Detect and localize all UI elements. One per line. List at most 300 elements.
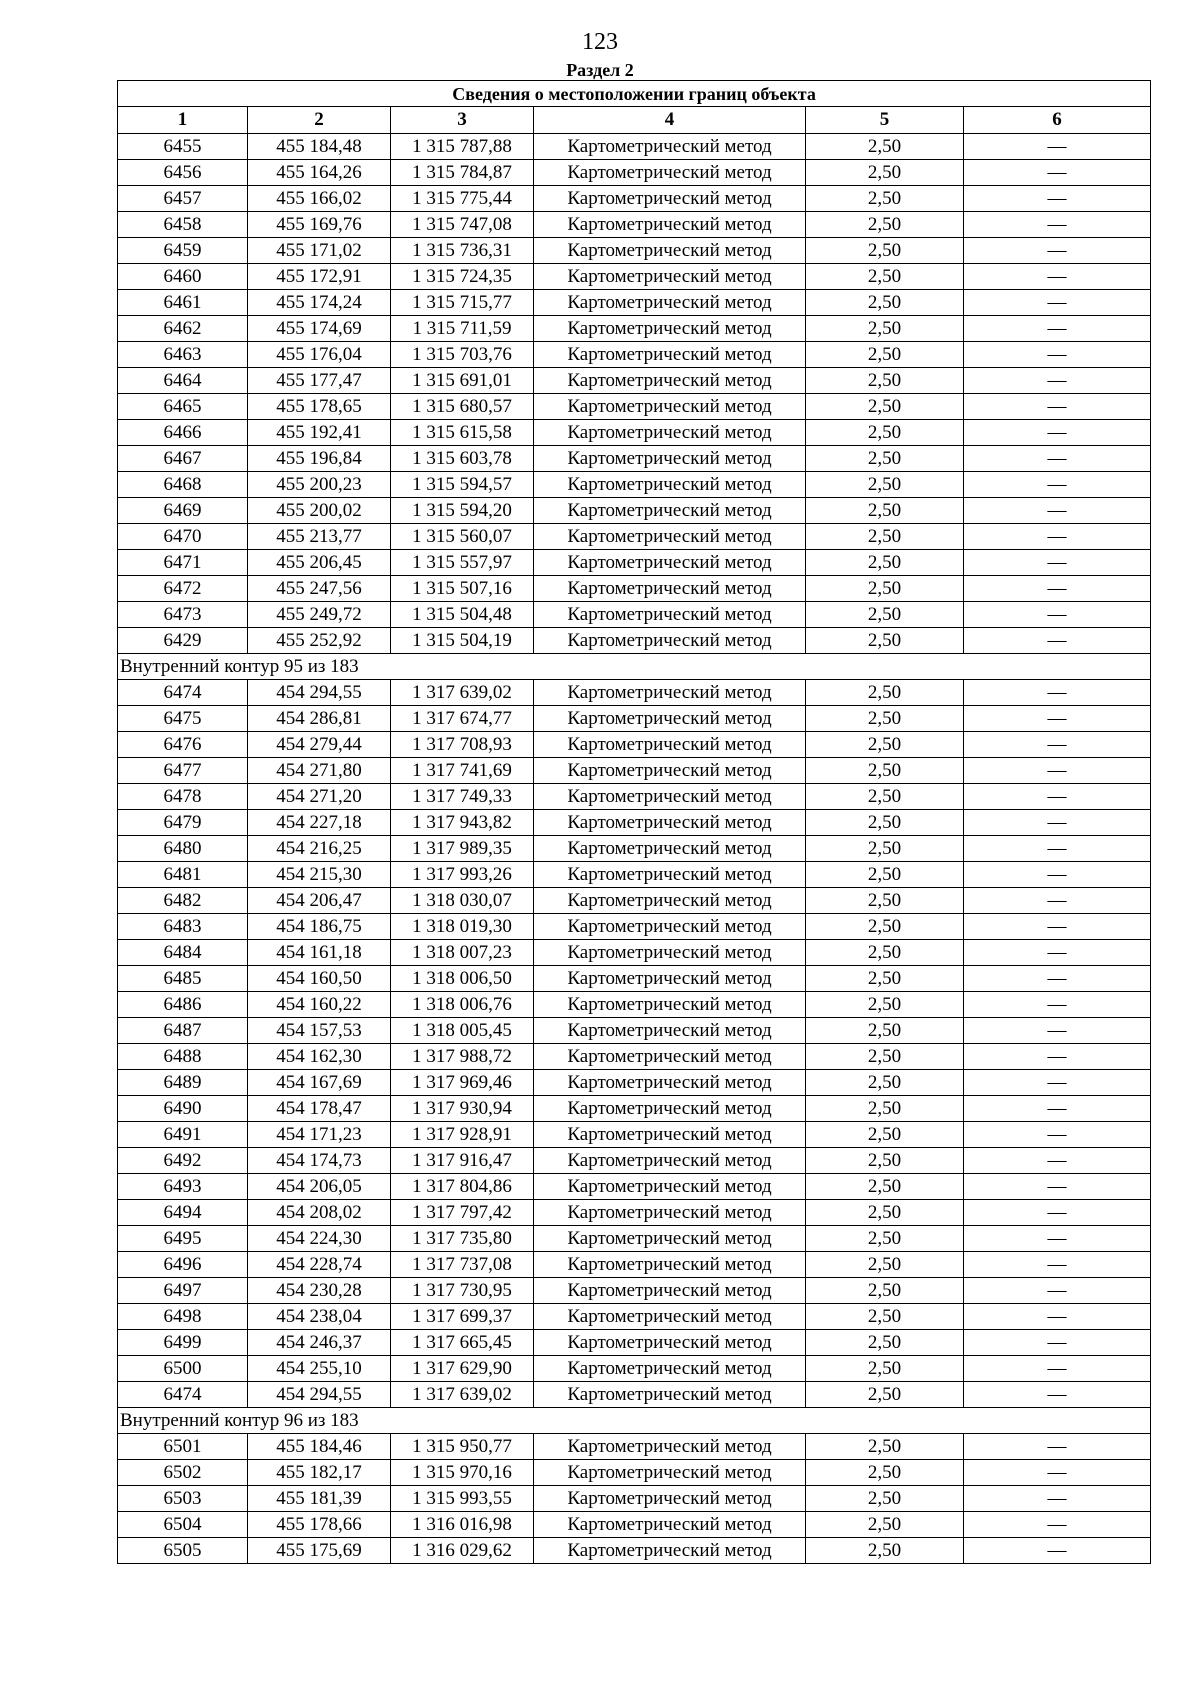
table-row (118, 758, 1151, 784)
point-number-cell: 6497 (118, 1278, 248, 1304)
accuracy-cell: 2,50 (806, 940, 964, 966)
method-cell: Картометрический метод (534, 914, 806, 940)
method-cell: Картометрический метод (534, 966, 806, 992)
accuracy-cell: 2,50 (806, 1226, 964, 1252)
accuracy-cell: 2,50 (806, 134, 964, 160)
accuracy-cell: 2,50 (806, 290, 964, 316)
x-coordinate-cell: 454 160,50 (248, 966, 391, 992)
description-cell: — (964, 576, 1151, 602)
y-coordinate-cell: 1 315 747,08 (391, 212, 534, 238)
method-cell: Картометрический метод (534, 290, 806, 316)
point-number-cell: 6460 (118, 264, 248, 290)
accuracy-cell: 2,50 (806, 1200, 964, 1226)
x-coordinate-cell: 455 164,26 (248, 160, 391, 186)
point-number-cell: 6501 (118, 1434, 248, 1460)
y-coordinate-cell: 1 317 930,94 (391, 1096, 534, 1122)
table-row (118, 1434, 1151, 1460)
point-number-cell: 6495 (118, 1226, 248, 1252)
accuracy-cell: 2,50 (806, 316, 964, 342)
accuracy-cell: 2,50 (806, 264, 964, 290)
point-number-cell: 6459 (118, 238, 248, 264)
method-cell: Картометрический метод (534, 1278, 806, 1304)
y-coordinate-cell: 1 315 950,77 (391, 1434, 534, 1460)
table-row (118, 966, 1151, 992)
table-row (118, 1486, 1151, 1512)
method-cell: Картометрический метод (534, 1512, 806, 1538)
accuracy-cell: 2,50 (806, 862, 964, 888)
point-number-cell: 6457 (118, 186, 248, 212)
y-coordinate-cell: 1 315 594,20 (391, 498, 534, 524)
point-number-cell: 6464 (118, 368, 248, 394)
x-coordinate-cell: 455 181,39 (248, 1486, 391, 1512)
method-cell: Картометрический метод (534, 706, 806, 732)
accuracy-cell: 2,50 (806, 680, 964, 706)
point-number-cell: 6503 (118, 1486, 248, 1512)
method-cell: Картометрический метод (534, 316, 806, 342)
method-cell: Картометрический метод (534, 628, 806, 654)
description-cell: — (964, 1330, 1151, 1356)
table-row (118, 810, 1151, 836)
accuracy-cell: 2,50 (806, 1044, 964, 1070)
x-coordinate-cell: 455 175,69 (248, 1538, 391, 1564)
x-coordinate-cell: 455 184,46 (248, 1434, 391, 1460)
point-number-cell: 6481 (118, 862, 248, 888)
accuracy-cell: 2,50 (806, 706, 964, 732)
accuracy-cell: 2,50 (806, 1174, 964, 1200)
description-cell: — (964, 706, 1151, 732)
boundary-table (117, 80, 1151, 1564)
y-coordinate-cell: 1 315 507,16 (391, 576, 534, 602)
x-coordinate-cell: 454 238,04 (248, 1304, 391, 1330)
x-coordinate-cell: 454 279,44 (248, 732, 391, 758)
accuracy-cell: 2,50 (806, 1382, 964, 1408)
y-coordinate-cell: 1 317 797,42 (391, 1200, 534, 1226)
y-coordinate-cell: 1 318 006,50 (391, 966, 534, 992)
description-cell: — (964, 290, 1151, 316)
description-cell: — (964, 784, 1151, 810)
method-cell: Картометрический метод (534, 992, 806, 1018)
description-cell: — (964, 732, 1151, 758)
table-row (118, 316, 1151, 342)
method-cell: Картометрический метод (534, 472, 806, 498)
x-coordinate-cell: 454 161,18 (248, 940, 391, 966)
description-cell: — (964, 212, 1151, 238)
y-coordinate-cell: 1 317 943,82 (391, 810, 534, 836)
method-cell: Картометрический метод (534, 420, 806, 446)
description-cell: — (964, 966, 1151, 992)
accuracy-cell: 2,50 (806, 1304, 964, 1330)
point-number-cell: 6492 (118, 1148, 248, 1174)
point-number-cell: 6456 (118, 160, 248, 186)
y-coordinate-cell: 1 317 993,26 (391, 862, 534, 888)
y-coordinate-cell: 1 315 724,35 (391, 264, 534, 290)
point-number-cell: 6499 (118, 1330, 248, 1356)
table-row (118, 1174, 1151, 1200)
description-cell: — (964, 1304, 1151, 1330)
x-coordinate-cell: 455 182,17 (248, 1460, 391, 1486)
point-number-cell: 6498 (118, 1304, 248, 1330)
method-cell: Картометрический метод (534, 446, 806, 472)
y-coordinate-cell: 1 317 916,47 (391, 1148, 534, 1174)
y-coordinate-cell: 1 315 560,07 (391, 524, 534, 550)
column-number: 4 (534, 107, 806, 134)
x-coordinate-cell: 455 176,04 (248, 342, 391, 368)
description-cell: — (964, 888, 1151, 914)
x-coordinate-cell: 454 208,02 (248, 1200, 391, 1226)
point-number-cell: 6485 (118, 966, 248, 992)
accuracy-cell: 2,50 (806, 420, 964, 446)
y-coordinate-cell: 1 318 019,30 (391, 914, 534, 940)
x-coordinate-cell: 455 252,92 (248, 628, 391, 654)
accuracy-cell: 2,50 (806, 238, 964, 264)
y-coordinate-cell: 1 317 737,08 (391, 1252, 534, 1278)
description-cell: — (964, 1018, 1151, 1044)
x-coordinate-cell: 454 171,23 (248, 1122, 391, 1148)
accuracy-cell: 2,50 (806, 472, 964, 498)
x-coordinate-cell: 455 200,02 (248, 498, 391, 524)
description-cell: — (964, 160, 1151, 186)
point-number-cell: 6472 (118, 576, 248, 602)
point-number-cell: 6455 (118, 134, 248, 160)
accuracy-cell: 2,50 (806, 1148, 964, 1174)
accuracy-cell: 2,50 (806, 1278, 964, 1304)
table-row (118, 836, 1151, 862)
description-cell: — (964, 134, 1151, 160)
x-coordinate-cell: 455 196,84 (248, 446, 391, 472)
description-cell: — (964, 524, 1151, 550)
method-cell: Картометрический метод (534, 758, 806, 784)
point-number-cell: 6491 (118, 1122, 248, 1148)
accuracy-cell: 2,50 (806, 1122, 964, 1148)
point-number-cell: 6504 (118, 1512, 248, 1538)
method-cell: Картометрический метод (534, 888, 806, 914)
y-coordinate-cell: 1 317 665,45 (391, 1330, 534, 1356)
accuracy-cell: 2,50 (806, 1018, 964, 1044)
method-cell: Картометрический метод (534, 1122, 806, 1148)
table-row (118, 706, 1151, 732)
x-coordinate-cell: 455 213,77 (248, 524, 391, 550)
description-cell: — (964, 1096, 1151, 1122)
point-number-cell: 6490 (118, 1096, 248, 1122)
accuracy-cell: 2,50 (806, 550, 964, 576)
description-cell: — (964, 1200, 1151, 1226)
method-cell: Картометрический метод (534, 1018, 806, 1044)
y-coordinate-cell: 1 315 504,19 (391, 628, 534, 654)
point-number-cell: 6500 (118, 1356, 248, 1382)
y-coordinate-cell: 1 318 005,45 (391, 1018, 534, 1044)
x-coordinate-cell: 455 206,45 (248, 550, 391, 576)
method-cell: Картометрический метод (534, 1486, 806, 1512)
description-cell: — (964, 1434, 1151, 1460)
x-coordinate-cell: 454 224,30 (248, 1226, 391, 1252)
x-coordinate-cell: 455 247,56 (248, 576, 391, 602)
accuracy-cell: 2,50 (806, 1460, 964, 1486)
table-row (118, 1122, 1151, 1148)
description-cell: — (964, 316, 1151, 342)
accuracy-cell: 2,50 (806, 212, 964, 238)
description-cell: — (964, 420, 1151, 446)
point-number-cell: 6482 (118, 888, 248, 914)
description-cell: — (964, 1460, 1151, 1486)
table-row (118, 1512, 1151, 1538)
y-coordinate-cell: 1 317 988,72 (391, 1044, 534, 1070)
description-cell: — (964, 1226, 1151, 1252)
point-number-cell: 6474 (118, 680, 248, 706)
accuracy-cell: 2,50 (806, 602, 964, 628)
x-coordinate-cell: 455 184,48 (248, 134, 391, 160)
point-number-cell: 6505 (118, 1538, 248, 1564)
point-number-cell: 6487 (118, 1018, 248, 1044)
point-number-cell: 6461 (118, 290, 248, 316)
accuracy-cell: 2,50 (806, 160, 964, 186)
point-number-cell: 6478 (118, 784, 248, 810)
table-row (118, 680, 1151, 706)
table-row (118, 498, 1151, 524)
description-cell: — (964, 1122, 1151, 1148)
table-row (118, 212, 1151, 238)
accuracy-cell: 2,50 (806, 1070, 964, 1096)
column-number: 6 (964, 107, 1151, 134)
point-number-cell: 6465 (118, 394, 248, 420)
description-cell: — (964, 1486, 1151, 1512)
method-cell: Картометрический метод (534, 1070, 806, 1096)
y-coordinate-cell: 1 317 708,93 (391, 732, 534, 758)
table-row (118, 602, 1151, 628)
accuracy-cell: 2,50 (806, 914, 964, 940)
description-cell: — (964, 498, 1151, 524)
point-number-cell: 6429 (118, 628, 248, 654)
column-number: 5 (806, 107, 964, 134)
table-row (118, 862, 1151, 888)
point-number-cell: 6483 (118, 914, 248, 940)
method-cell: Картометрический метод (534, 524, 806, 550)
method-cell: Картометрический метод (534, 1382, 806, 1408)
accuracy-cell: 2,50 (806, 394, 964, 420)
x-coordinate-cell: 454 271,80 (248, 758, 391, 784)
x-coordinate-cell: 454 271,20 (248, 784, 391, 810)
description-cell: — (964, 862, 1151, 888)
method-cell: Картометрический метод (534, 1356, 806, 1382)
table-caption-row (118, 81, 1151, 107)
y-coordinate-cell: 1 317 989,35 (391, 836, 534, 862)
description-cell: — (964, 1512, 1151, 1538)
method-cell: Картометрический метод (534, 784, 806, 810)
y-coordinate-cell: 1 317 928,91 (391, 1122, 534, 1148)
y-coordinate-cell: 1 315 787,88 (391, 134, 534, 160)
y-coordinate-cell: 1 318 006,76 (391, 992, 534, 1018)
x-coordinate-cell: 454 294,55 (248, 680, 391, 706)
x-coordinate-cell: 455 249,72 (248, 602, 391, 628)
table-row (118, 290, 1151, 316)
description-cell: — (964, 1252, 1151, 1278)
method-cell: Картометрический метод (534, 160, 806, 186)
x-coordinate-cell: 454 160,22 (248, 992, 391, 1018)
description-cell: — (964, 628, 1151, 654)
x-coordinate-cell: 454 174,73 (248, 1148, 391, 1174)
accuracy-cell: 2,50 (806, 576, 964, 602)
y-coordinate-cell: 1 316 016,98 (391, 1512, 534, 1538)
x-coordinate-cell: 455 172,91 (248, 264, 391, 290)
table-row (118, 914, 1151, 940)
method-cell: Картометрический метод (534, 1330, 806, 1356)
x-coordinate-cell: 455 169,76 (248, 212, 391, 238)
description-cell: — (964, 264, 1151, 290)
accuracy-cell: 2,50 (806, 1486, 964, 1512)
accuracy-cell: 2,50 (806, 342, 964, 368)
y-coordinate-cell: 1 317 804,86 (391, 1174, 534, 1200)
description-cell: — (964, 550, 1151, 576)
y-coordinate-cell: 1 315 775,44 (391, 186, 534, 212)
y-coordinate-cell: 1 316 029,62 (391, 1538, 534, 1564)
description-cell: — (964, 1538, 1151, 1564)
table-row (118, 784, 1151, 810)
table-row (118, 264, 1151, 290)
accuracy-cell: 2,50 (806, 1330, 964, 1356)
point-number-cell: 6473 (118, 602, 248, 628)
method-cell: Картометрический метод (534, 264, 806, 290)
accuracy-cell: 2,50 (806, 524, 964, 550)
point-number-cell: 6489 (118, 1070, 248, 1096)
method-cell: Картометрический метод (534, 1096, 806, 1122)
description-cell: — (964, 992, 1151, 1018)
point-number-cell: 6479 (118, 810, 248, 836)
method-cell: Картометрический метод (534, 836, 806, 862)
table-row (118, 1200, 1151, 1226)
x-coordinate-cell: 454 216,25 (248, 836, 391, 862)
method-cell: Картометрический метод (534, 342, 806, 368)
point-number-cell: 6470 (118, 524, 248, 550)
description-cell: — (964, 810, 1151, 836)
y-coordinate-cell: 1 315 594,57 (391, 472, 534, 498)
y-coordinate-cell: 1 317 674,77 (391, 706, 534, 732)
y-coordinate-cell: 1 315 504,48 (391, 602, 534, 628)
table-row (118, 992, 1151, 1018)
table-row (118, 1252, 1151, 1278)
method-cell: Картометрический метод (534, 1200, 806, 1226)
accuracy-cell: 2,50 (806, 888, 964, 914)
accuracy-cell: 2,50 (806, 836, 964, 862)
x-coordinate-cell: 454 162,30 (248, 1044, 391, 1070)
point-number-cell: 6463 (118, 342, 248, 368)
description-cell: — (964, 836, 1151, 862)
table-row (118, 160, 1151, 186)
y-coordinate-cell: 1 317 741,69 (391, 758, 534, 784)
x-coordinate-cell: 455 200,23 (248, 472, 391, 498)
table-row (118, 1382, 1151, 1408)
table-row (118, 238, 1151, 264)
method-cell: Картометрический метод (534, 1226, 806, 1252)
point-number-cell: 6458 (118, 212, 248, 238)
point-number-cell: 6468 (118, 472, 248, 498)
page-number: 123 (582, 29, 618, 55)
method-cell: Картометрический метод (534, 1434, 806, 1460)
x-coordinate-cell: 454 186,75 (248, 914, 391, 940)
accuracy-cell: 2,50 (806, 186, 964, 212)
x-coordinate-cell: 454 206,05 (248, 1174, 391, 1200)
description-cell: — (964, 1044, 1151, 1070)
y-coordinate-cell: 1 315 691,01 (391, 368, 534, 394)
table-row (118, 1278, 1151, 1304)
table-row (118, 732, 1151, 758)
x-coordinate-cell: 455 174,69 (248, 316, 391, 342)
x-coordinate-cell: 454 228,74 (248, 1252, 391, 1278)
table-row (118, 1226, 1151, 1252)
x-coordinate-cell: 454 215,30 (248, 862, 391, 888)
x-coordinate-cell: 454 246,37 (248, 1330, 391, 1356)
x-coordinate-cell: 455 192,41 (248, 420, 391, 446)
table-row (118, 1148, 1151, 1174)
table-row (118, 420, 1151, 446)
x-coordinate-cell: 454 157,53 (248, 1018, 391, 1044)
x-coordinate-cell: 454 294,55 (248, 1382, 391, 1408)
method-cell: Картометрический метод (534, 602, 806, 628)
x-coordinate-cell: 454 230,28 (248, 1278, 391, 1304)
point-number-cell: 6496 (118, 1252, 248, 1278)
point-number-cell: 6466 (118, 420, 248, 446)
accuracy-cell: 2,50 (806, 758, 964, 784)
method-cell: Картометрический метод (534, 1252, 806, 1278)
accuracy-cell: 2,50 (806, 1434, 964, 1460)
y-coordinate-cell: 1 315 603,78 (391, 446, 534, 472)
description-cell: — (964, 368, 1151, 394)
table-row (118, 888, 1151, 914)
accuracy-cell: 2,50 (806, 1356, 964, 1382)
description-cell: — (964, 1382, 1151, 1408)
y-coordinate-cell: 1 317 639,02 (391, 1382, 534, 1408)
x-coordinate-cell: 455 177,47 (248, 368, 391, 394)
contour-label: Внутренний контур 96 из 183 (118, 1408, 1151, 1434)
table-row (118, 1304, 1151, 1330)
description-cell: — (964, 394, 1151, 420)
description-cell: — (964, 1070, 1151, 1096)
table-row (118, 550, 1151, 576)
accuracy-cell: 2,50 (806, 446, 964, 472)
method-cell: Картометрический метод (534, 680, 806, 706)
accuracy-cell: 2,50 (806, 368, 964, 394)
table-row (118, 576, 1151, 602)
method-cell: Картометрический метод (534, 212, 806, 238)
point-number-cell: 6476 (118, 732, 248, 758)
table-row (118, 1044, 1151, 1070)
table-row (118, 1070, 1151, 1096)
y-coordinate-cell: 1 315 615,58 (391, 420, 534, 446)
point-number-cell: 6494 (118, 1200, 248, 1226)
point-number-cell: 6477 (118, 758, 248, 784)
y-coordinate-cell: 1 318 007,23 (391, 940, 534, 966)
x-coordinate-cell: 454 178,47 (248, 1096, 391, 1122)
table-row (118, 186, 1151, 212)
y-coordinate-cell: 1 315 715,77 (391, 290, 534, 316)
table-row (118, 1330, 1151, 1356)
table-row (118, 472, 1151, 498)
method-cell: Картометрический метод (534, 134, 806, 160)
point-number-cell: 6488 (118, 1044, 248, 1070)
y-coordinate-cell: 1 315 680,57 (391, 394, 534, 420)
method-cell: Картометрический метод (534, 1044, 806, 1070)
description-cell: — (964, 1356, 1151, 1382)
description-cell: — (964, 940, 1151, 966)
table-row (118, 342, 1151, 368)
description-cell: — (964, 186, 1151, 212)
x-coordinate-cell: 455 174,24 (248, 290, 391, 316)
y-coordinate-cell: 1 315 736,31 (391, 238, 534, 264)
table-caption: Сведения о местоположении границ объекта (118, 81, 1151, 107)
accuracy-cell: 2,50 (806, 732, 964, 758)
table-row (118, 1096, 1151, 1122)
description-cell: — (964, 342, 1151, 368)
x-coordinate-cell: 455 171,02 (248, 238, 391, 264)
accuracy-cell: 2,50 (806, 784, 964, 810)
